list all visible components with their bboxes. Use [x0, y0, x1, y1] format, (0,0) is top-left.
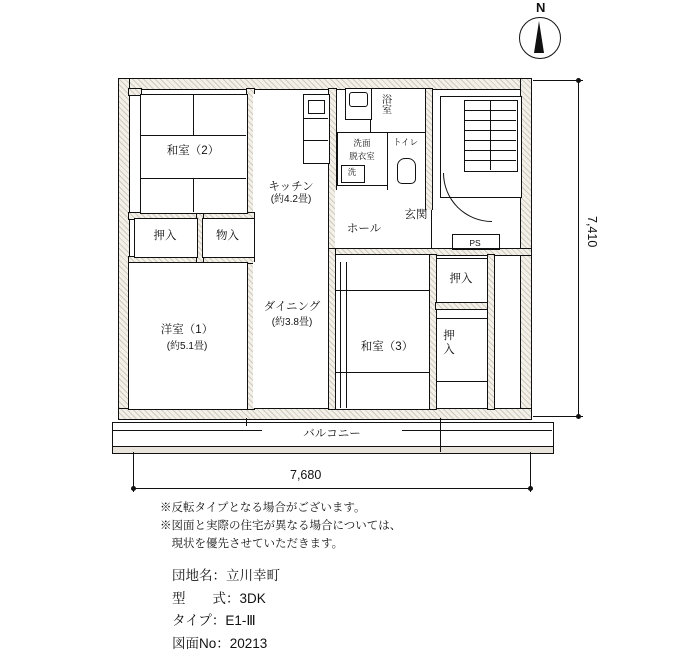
- kitchen-counter-line-1: [303, 118, 328, 119]
- dimension-dot-top: [576, 78, 581, 83]
- label-genkan: 玄関: [404, 209, 428, 221]
- spec-key-type: 型 式：: [172, 590, 240, 606]
- wall-right-rooms-divider: [429, 254, 437, 410]
- dimension-dot-left: [131, 486, 136, 491]
- sliding-door-line-1: [340, 262, 341, 408]
- label-yoshitsu-1-size: (約5.1畳): [166, 341, 208, 352]
- kitchen-sink-icon: [308, 100, 325, 114]
- dimension-line-horizontal: [133, 488, 531, 489]
- note-line-3: 現状を優先させていただきます。: [160, 537, 344, 550]
- label-washitsu-2: 和室（2）: [166, 145, 220, 157]
- label-hall: ホール: [346, 223, 382, 235]
- spec-key-drawingno: 図面No：: [172, 636, 230, 652]
- label-senmen: 洗面: [353, 138, 371, 148]
- tatami-line-1: [140, 135, 246, 136]
- notes-block: [160, 500, 401, 553]
- ps-shaft: [452, 234, 500, 250]
- label-yoshitsu-1: 洋室（1）: [160, 324, 214, 336]
- spec-row-plan: [172, 610, 280, 633]
- spec-value-type: 3DK: [239, 590, 266, 606]
- label-monoire: 物入: [216, 230, 239, 242]
- label-toilet: トイレ: [392, 137, 419, 147]
- compass-north-label: N: [536, 0, 546, 15]
- spec-key-plan: タイプ：: [172, 613, 226, 629]
- label-kitchen: キッチン: [268, 181, 314, 193]
- wall-right-lower: [520, 248, 532, 420]
- compass-needle-icon: [534, 21, 544, 53]
- note-line-2: ※図面と実際の住宅が異なる場合については、: [160, 519, 402, 532]
- washitsu3-line-1: [335, 290, 435, 291]
- label-yokushitsu: 浴室: [379, 94, 391, 114]
- dimension-height: 7,410: [585, 216, 599, 248]
- spec-value-plan: E1-Ⅲ: [225, 613, 256, 629]
- washitsu3-line-2: [335, 372, 435, 373]
- label-oshiire-right-bottom: 押 入: [443, 330, 455, 356]
- spec-row-drawingno: [172, 633, 280, 656]
- balcony-div-1: [246, 418, 247, 426]
- note-line-1: ※反転タイプとなる場合がございます。: [160, 502, 366, 514]
- label-datsuishitsu: 脱衣室: [349, 151, 375, 161]
- balcony-div-2: [440, 418, 441, 452]
- genkan-edge-line: [431, 210, 432, 248]
- bath-basin-icon: [349, 92, 368, 107]
- spec-key-danchi: 団地名：: [172, 568, 226, 583]
- tatami-line-4: [193, 178, 194, 212]
- dimension-line-vertical: [578, 80, 579, 416]
- tatami-line-3: [193, 94, 194, 135]
- wall-right-closet-outer: [487, 254, 495, 410]
- stair-center-rail: [490, 100, 491, 170]
- label-dining: ダイニング: [263, 301, 321, 313]
- label-oshiire-right-top: 押入: [449, 273, 473, 285]
- wall-oshiire-divider: [435, 302, 489, 310]
- label-oshiire-left: 押入: [153, 230, 177, 242]
- label-washitsu-3: 和室（3）: [360, 341, 414, 353]
- dimension-width: 7,680: [290, 468, 322, 482]
- spec-value-drawingno: 20213: [229, 636, 268, 652]
- spec-value-danchi: 立川幸町: [226, 568, 280, 583]
- kitchen-counter-line-2: [303, 140, 328, 141]
- label-ps: PS: [469, 238, 481, 248]
- wall-top: [118, 78, 532, 90]
- spec-row-type: [172, 588, 280, 611]
- room-dining: [253, 262, 328, 408]
- sliding-door-line-2: [346, 262, 347, 408]
- label-dining-size: (約3.8畳): [271, 317, 313, 328]
- dimension-dot-right: [528, 486, 533, 491]
- balcony-edge: [112, 446, 554, 454]
- dimension-dot-bottom: [576, 414, 581, 419]
- room-washitsu-3: [335, 254, 437, 410]
- label-sen: 洗: [347, 167, 357, 177]
- label-balcony: バルコニー: [262, 427, 402, 441]
- toilet-icon: [397, 158, 416, 184]
- label-kitchen-size: (約4.2畳): [270, 194, 312, 205]
- spec-row-danchi: [172, 565, 280, 588]
- spec-block: [172, 565, 280, 656]
